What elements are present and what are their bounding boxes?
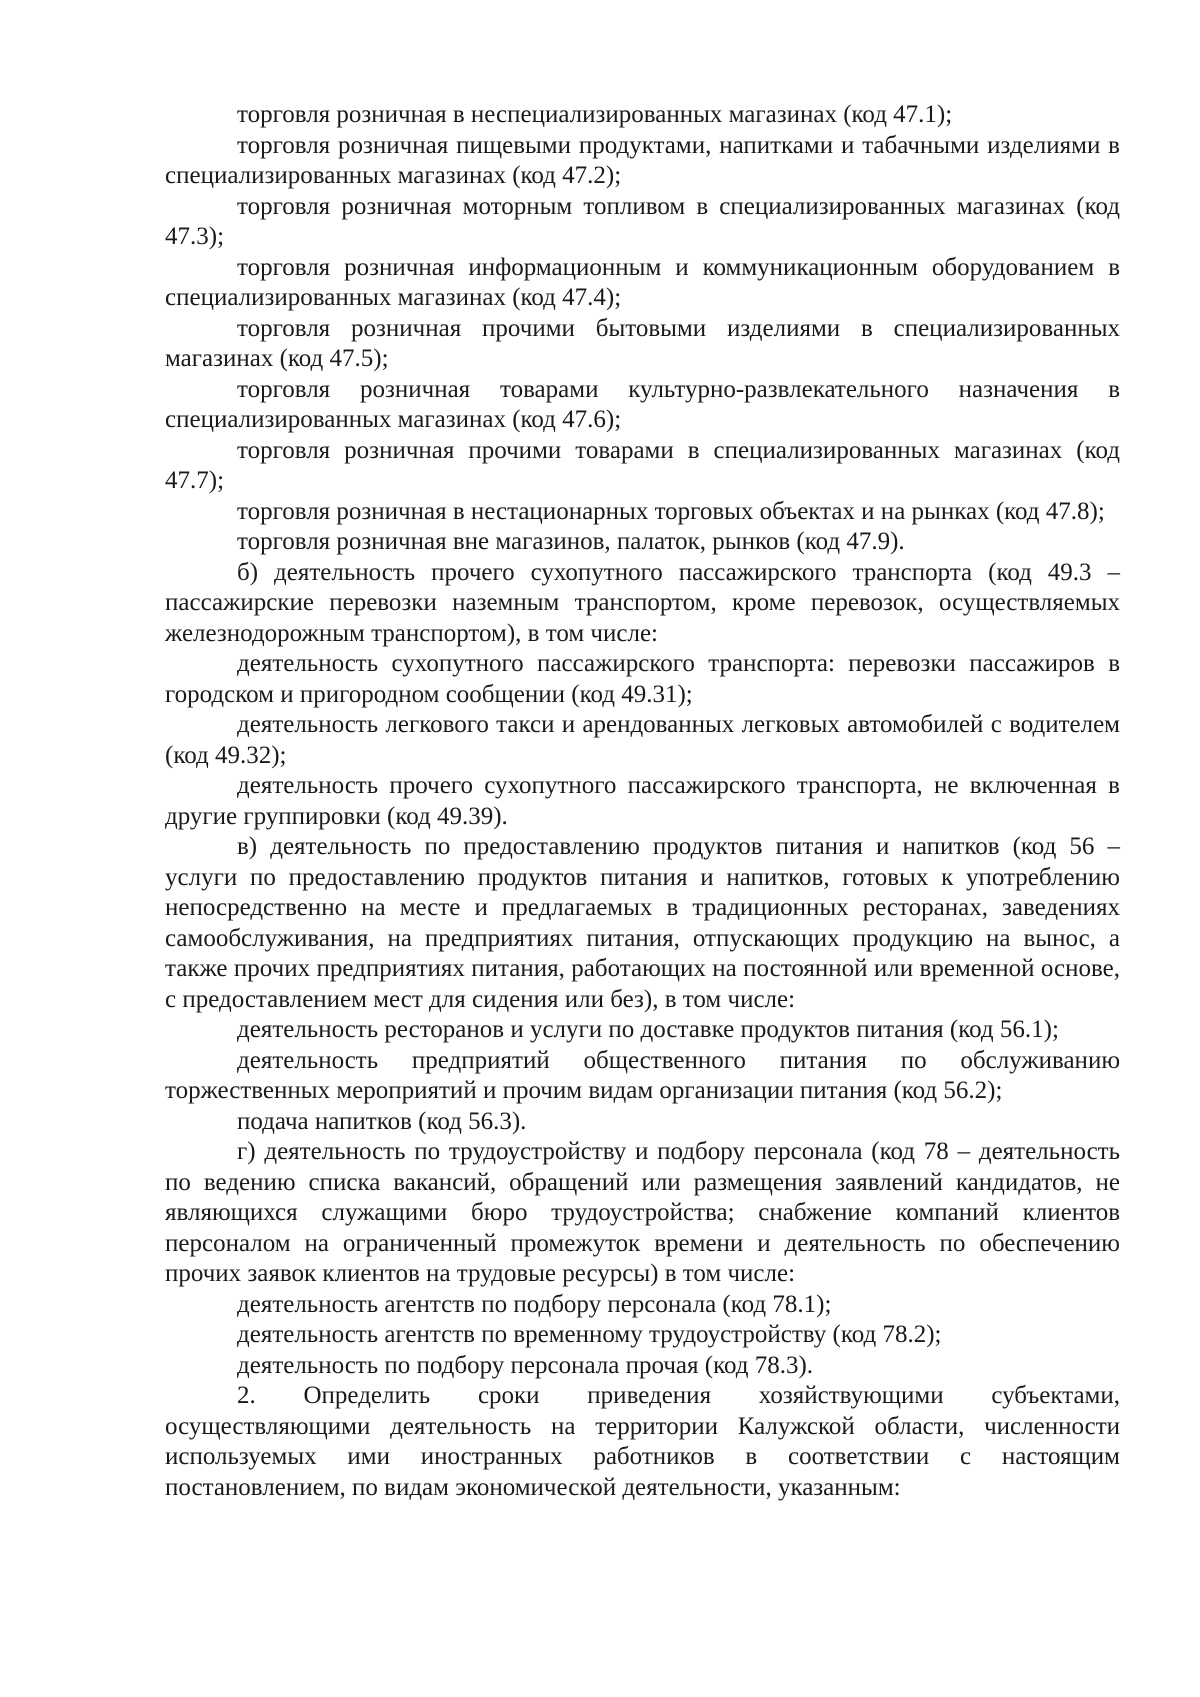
paragraph-retail-47-4: торговля розничная информационным и коммуникационным оборудованием в специализированных магазинах (код 47.4); — [165, 253, 1120, 311]
paragraph-retail-47-2: торговля розничная пищевыми продуктами, напитками и табачными изделиями в специализированных магазинах (код 47.2); — [165, 131, 1120, 189]
paragraph-transport-49-3: б) деятельность прочего сухопутного пассажирского транспорта (код 49.3 – пассажирские перевозки наземным транспортом, кроме перевозок, осуществляемых железнодорожным транспортом), в том числе: — [165, 558, 1120, 647]
paragraph-food-56-1: деятельность ресторанов и услуги по доставке продуктов питания (код 56.1); — [237, 1016, 1059, 1043]
paragraph-employment-78-1: деятельность агентств по подбору персонала (код 78.1); — [237, 1290, 832, 1318]
paragraph-transport-49-39: деятельность прочего сухопутного пассажирского транспорта, не включенная в другие группировки (код 49.39). — [165, 772, 1120, 830]
paragraph-food-56: в) деятельность по предоставлению продуктов питания и напитков (код 56 – услуги по предоставлению продуктов питания и напитков, готовых к употреблению непосредственно на месте и предлагаемых в традиционных ресторанах, заведениях самообслуживания, на предприятиях питания, отпускающих продукцию на вынос, а также прочих предприятиях питания, работающих на постоянной или временной основе, с предоставлением мест для сидения или без), в том числе: — [165, 833, 1120, 1013]
paragraph-employment-78-3: деятельность по подбору персонала прочая (код 78.3). — [237, 1351, 814, 1379]
paragraph-food-56-2: деятельность предприятий общественного питания по обслуживанию торжественных мероприятий и прочим видам организации питания (код 56.2); — [165, 1046, 1120, 1104]
paragraph-retail-47-9: торговля розничная вне магазинов, палаток, рынков (код 47.9). — [237, 528, 905, 555]
paragraph-item-2: 2. Определить сроки приведения хозяйствующими субъектами, осуществляющими деятельность на территории Калужской области, численности используемых ими иностранных работников в соответствии с настоящим постановлением, по видам экономической деятельности, указанным: — [165, 1382, 1120, 1501]
paragraph-transport-49-32: деятельность легкового такси и арендованных легковых автомобилей с водителем (код 49.32); — [165, 711, 1120, 769]
paragraph-transport-49-31: деятельность сухопутного пассажирского транспорта: перевозки пассажиров в городском и пригородном сообщении (код 49.31); — [165, 650, 1120, 708]
paragraph-food-56-3: подача напитков (код 56.3). — [237, 1107, 527, 1135]
paragraph-employment-78: г) деятельность по трудоустройству и подбору персонала (код 78 – деятельность по ведению списка вакансий, обращений или размещения заявлений кандидатов, не являющихся служащими бюро трудоустройства; снабжение компаний клиентов персоналом на ограниченный промежуток времени и деятельность по обеспечению прочих заявок клиентов на трудовые ресурсы) в том числе: — [165, 1138, 1120, 1287]
document-page — [165, 100, 1120, 1503]
paragraph-retail-47-3: торговля розничная моторным топливом в специализированных магазинах (код 47.3); — [165, 192, 1120, 250]
paragraph-retail-47-1: торговля розничная в неспециализированных магазинах (код 47.1); — [237, 101, 953, 128]
paragraph-retail-47-8: торговля розничная в нестационарных торговых объектах и на рынках (код 47.8); — [237, 497, 1105, 525]
paragraph-employment-78-2: деятельность агентств по временному трудоустройству (код 78.2); — [237, 1321, 942, 1348]
paragraph-retail-47-5: торговля розничная прочими бытовыми изделиями в специализированных магазинах (код 47.5); — [165, 314, 1120, 372]
paragraph-retail-47-6: торговля розничная товарами культурно-развлекательного назначения в специализированных магазинах (код 47.6); — [165, 375, 1120, 433]
paragraph-retail-47-7: торговля розничная прочими товарами в специализированных магазинах (код 47.7); — [165, 436, 1120, 494]
